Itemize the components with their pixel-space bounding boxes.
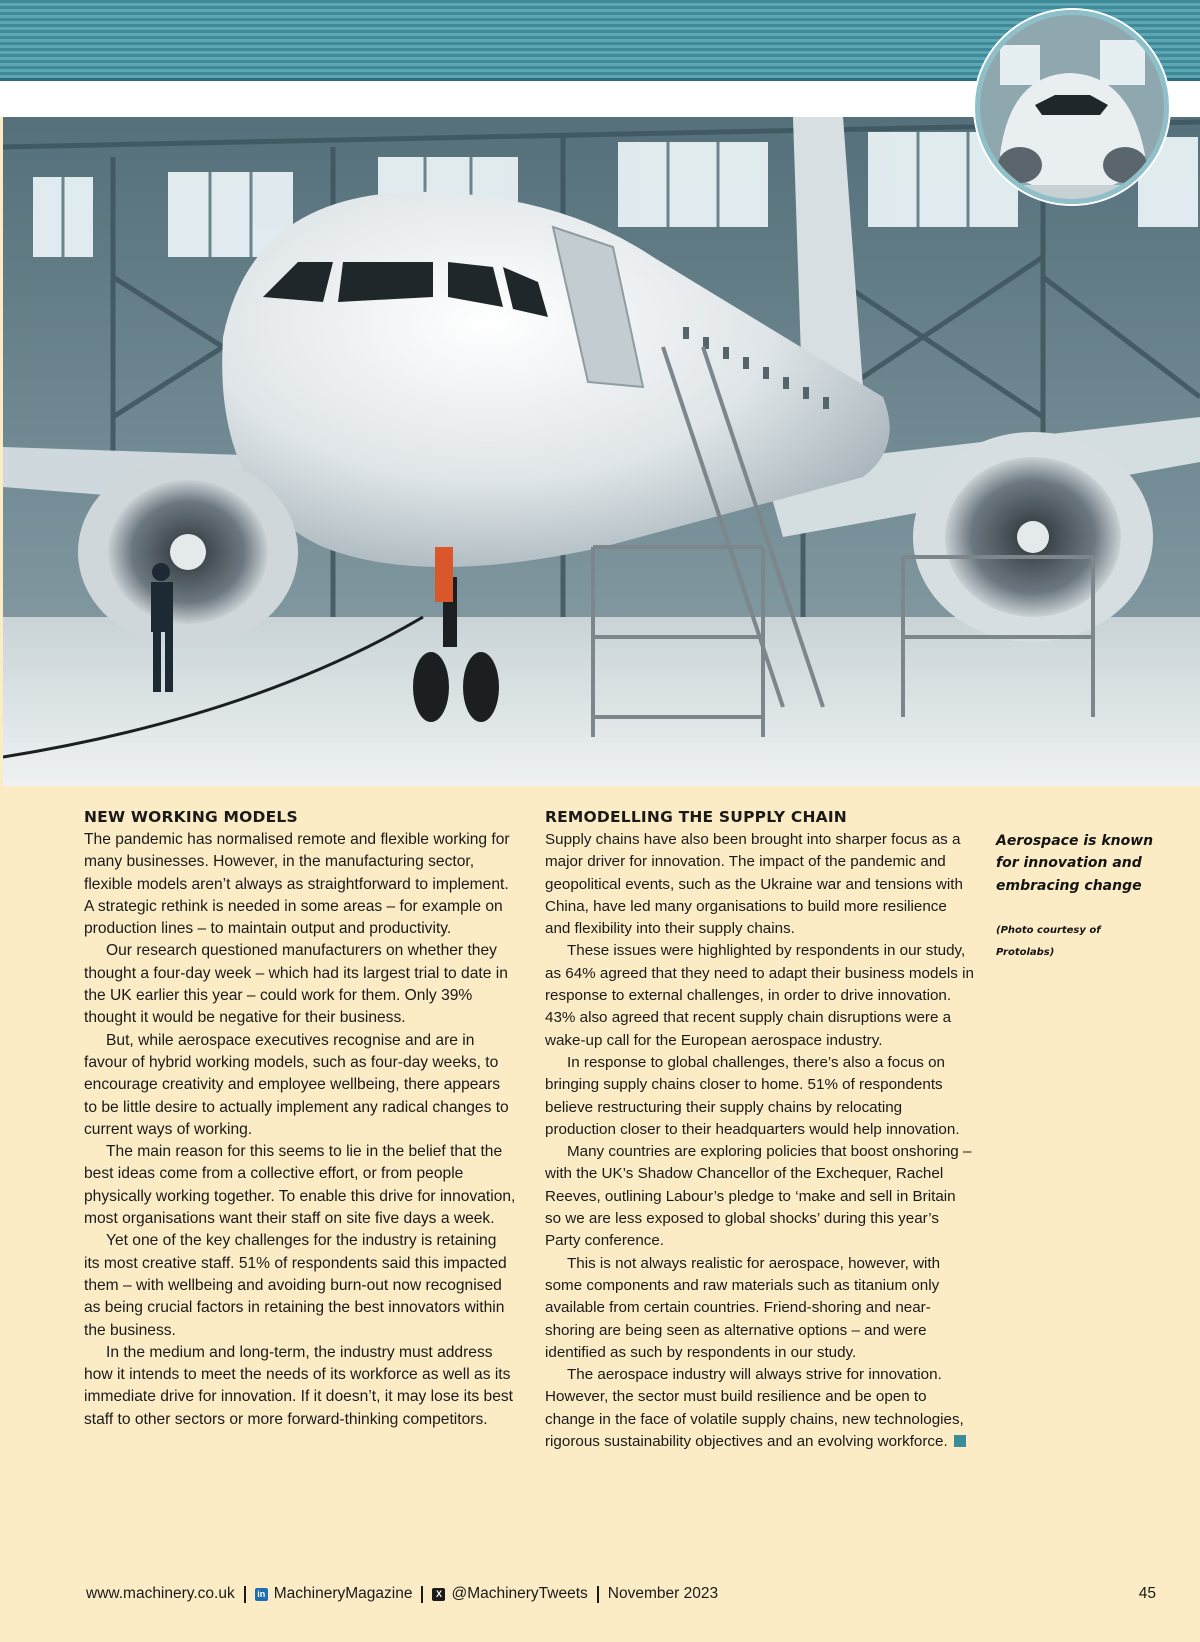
paragraph: These issues were highlighted by respondents in our study, as 64% agreed that they need to adapt their business models in response to external challenges, in order to drive innovation. 43% also agreed that recent supply chain disruptions were a wake-up call for the European aerospace industry. xyxy=(545,942,974,1049)
footer-issue-date: November 2023 xyxy=(607,1585,719,1602)
footer-separator xyxy=(421,1586,423,1603)
footer-linkedin-link[interactable]: MachineryMagazine xyxy=(273,1585,413,1602)
page-number: 45 xyxy=(1138,1585,1156,1602)
inset-photo-aircraft xyxy=(975,10,1169,204)
footer-x-link[interactable]: @MachineryTweets xyxy=(451,1585,588,1602)
paragraph: But, while aerospace executives recognise and are in favour of hybrid working models, such as four-day weeks, to encourage creativity and employee wellbeing, there appears to be little desire to actually implement any radical changes to current ways of working. xyxy=(84,1031,509,1138)
paragraph: In the medium and long-term, the industry must address how it intends to meet the needs of its workforce as well as its immediate drive for innovation. If it doesn’t, it may lose its best staff to other sectors or more forward-thinking competitors. xyxy=(84,1343,514,1428)
linkedin-icon: in xyxy=(255,1588,268,1601)
paragraph: Many countries are exploring policies that boost onshoring – with the UK’s Shadow Chancellor of the Exchequer, Rachel Reeves, outlining Labour’s pledge to ‘make and sell in Britain so we are less exposed to global shocks’ during this year’s Party conference. xyxy=(545,1143,972,1250)
x-icon: X xyxy=(432,1588,445,1601)
section-heading-supply-chain: REMODELLING THE SUPPLY CHAIN xyxy=(545,808,847,826)
paragraph: In response to global challenges, there’s also a focus on bringing supply chains closer to home. 51% of respondents believe restructuring their supply chains by relocating production closer to their headquarters would help innovation. xyxy=(545,1053,960,1138)
photo-caption: Aerospace is known for innovation and embracing change xyxy=(996,833,1154,894)
paragraph: Yet one of the key challenges for the industry is retaining its most creative staff. 51% of respondents said this impacted them – with wellbeing and avoiding burn-out now recognised as being crucial factors in retaining the best innovators within the business. xyxy=(84,1232,507,1339)
paragraph: Our research questioned manufacturers on whether they thought a four-day week – which had its largest trial to date in the UK earlier this year – could work for them. Only 39% thought it would be negative for their business. xyxy=(84,942,508,1027)
article-column-left xyxy=(84,806,516,1431)
paragraph: This is not always realistic for aerospace, however, with some components and raw materials such as titanium only available from certain countries. Friend-shoring and near-shoring are being seen as alternative options – and were identified as such by respondents in our study. xyxy=(545,1254,941,1361)
page-footer xyxy=(86,1582,1156,1606)
paragraph: The pandemic has normalised remote and flexible working for many businesses. However, in the manufacturing sector, flexible models aren’t always as straightforward to implement. A strategic rethink is needed in some areas – for example on production lines – to maintain output and productivity. xyxy=(84,831,510,938)
end-of-article-mark xyxy=(954,1435,966,1447)
footer-separator xyxy=(597,1586,599,1603)
article-column-right xyxy=(545,806,975,1453)
paragraph: The main reason for this seems to lie in the belief that the best ideas come from a collective effort, or from people physically working together. To enable this drive for innovation, most organisations want their staff on site five days a week. xyxy=(84,1143,516,1228)
footer-website-link[interactable]: www.machinery.co.uk xyxy=(86,1585,235,1602)
paragraph: Supply chains have also been brought into sharper focus as a major driver for innovation. The impact of the pandemic and geopolitical events, such as the Ukraine war and tensions with China, have led many organisations to build more resilience and flexibility into their supply chains. xyxy=(545,831,963,938)
footer-separator xyxy=(244,1586,246,1603)
paragraph-final-text: The aerospace industry will always strive for innovation. However, the sector must build resilience and be open to change in the face of volatile supply chains, new technologies, rigorous sustainability objectives and an evolving workforce. xyxy=(545,1366,964,1451)
hero-photo-aircraft-hangar xyxy=(3,117,1200,786)
paragraph-final xyxy=(545,1364,975,1453)
photo-credit: (Photo courtesy of Protolabs) xyxy=(996,925,1101,958)
section-heading-working-models: NEW WORKING MODELS xyxy=(84,808,298,826)
